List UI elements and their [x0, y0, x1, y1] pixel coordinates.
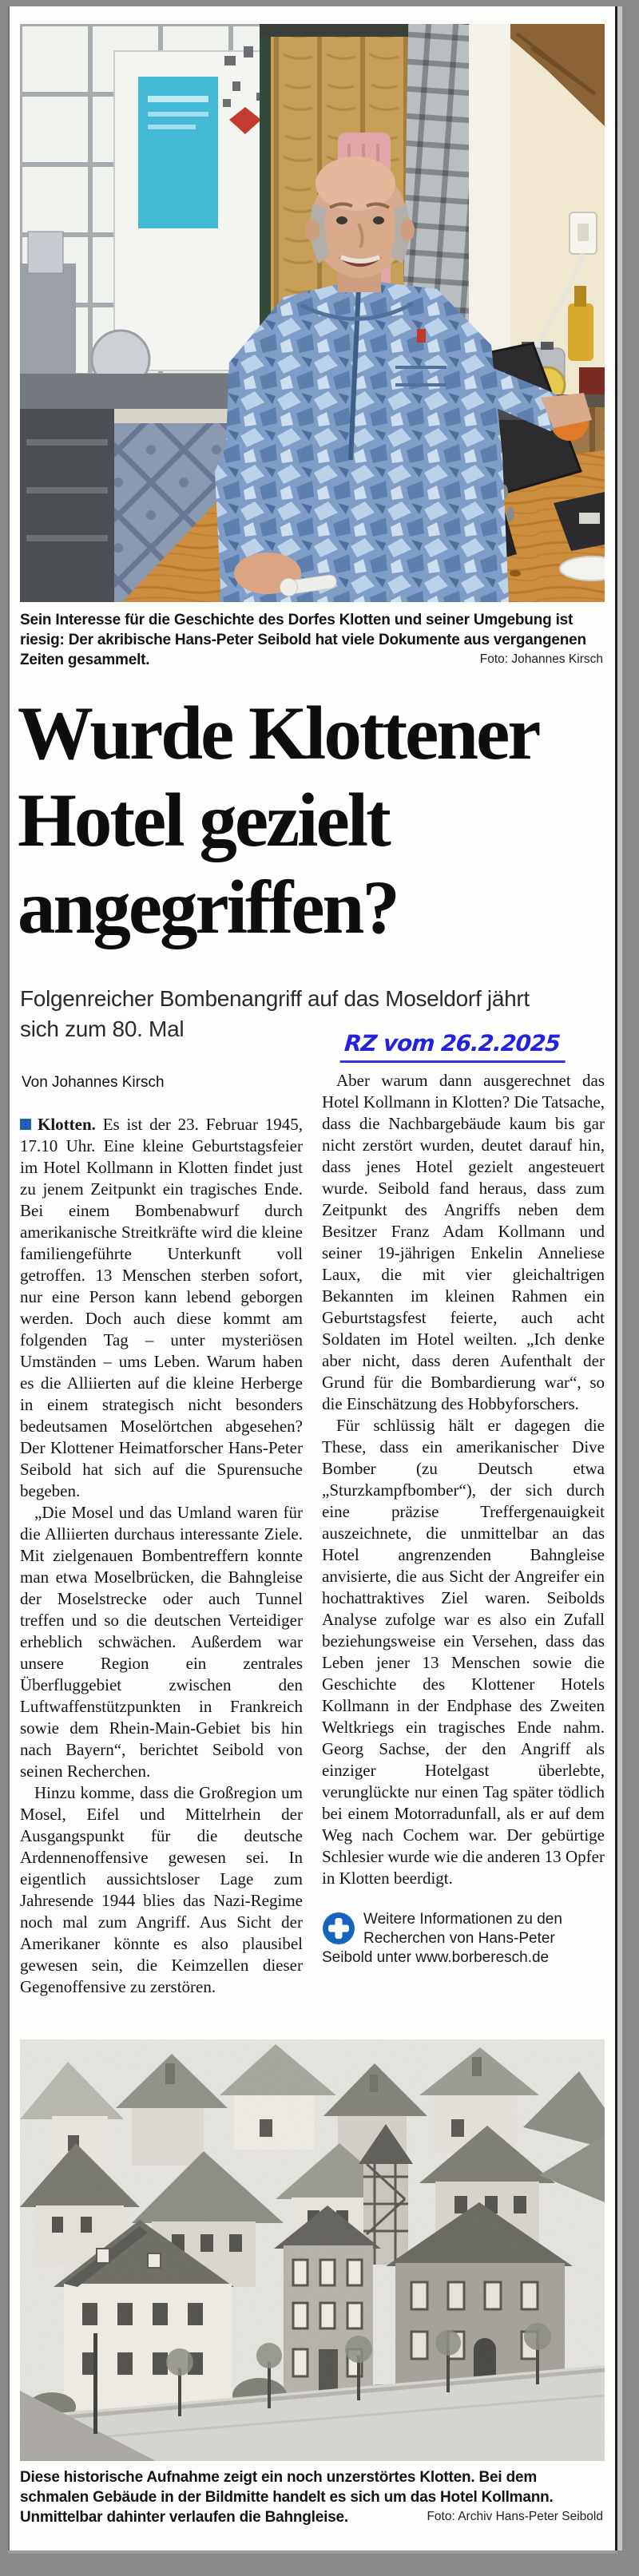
- paragraph: Aber warum dann ausgerechnet das Hotel Kollmann in Klotten? Die Tatsache, dass die Nachbargebäude kaum bis gar nicht zerstört wurden, deutet darauf hin, dass jenes Hotel gezielt angesteuert wurde. Seibold fand heraus, dass zum Zeitpunkt des Angriffs neben dem Besitzer Franz Adam Kollmann und seiner 19-jährigen Enkelin Anneliese Laux, die mit vier gleichaltrigen Bekannten im kleinen Rahmen ein Geburtstagsfest feierte, auch acht Soldaten im Hotel weilten. „Ich denke aber nicht, dass deren Aufenthalt der Grund für die Bombardierung war“, so die Einschätzung des Hobbyforschers.: [322, 1071, 605, 1413]
- bottom-photo-caption-text: Diese historische Aufnahme zeigt ein noch unzerstörtes Klotten. Bei dem schmalen Gebäude in der Bildmitte handelt es sich um das Hotel Kollmann. Unmittelbar dahinter verlaufen die Bahngleise.: [20, 2469, 554, 2526]
- bottom-photo-credit: Foto: Archiv Hans-Peter Seibold: [427, 2510, 603, 2523]
- top-photo-caption: [20, 610, 605, 670]
- headline-line-3: angegriffen?: [18, 865, 398, 949]
- kitchen-photo-illustration: [20, 24, 605, 602]
- plus-circle-icon: [322, 1912, 355, 1945]
- article-column-right: [322, 1070, 605, 1998]
- bottom-photo-caption: [20, 2467, 605, 2527]
- info-box: [322, 1910, 605, 1968]
- lead-bullet-icon: [20, 1119, 31, 1130]
- film-grain-overlay: [20, 2039, 605, 2461]
- article-headline: [18, 690, 612, 951]
- info-box-text: Weitere Informationen zu den Recherchen von Hans-Peter Seibold unter www.borberesch.de: [322, 1911, 562, 1966]
- headline-line-2: Hotel gezielt: [18, 778, 389, 862]
- lead-paragraph: [20, 1114, 303, 1502]
- historic-photo-illustration: [20, 2039, 605, 2461]
- paragraph: „Die Mosel und das Umland waren für die Alliierten durchaus interessante Ziele. Mit zielgenauen Bombentreffern konnte man etwa Moselbrücken, die Bahngleise der Moselstrecke oder auch Tunnel treffen und so die deutschen Verteidiger erheblich schwächen. Außerdem war unsere Region ein zentrales Überfluggebiet zwischen den Luftwaffenstützpunkten in Frankreich sowie dem Rhein-Main-Gebiet bis hin nach Bayern“, berichtet Seibold von seinen Recherchen.: [20, 1503, 303, 1781]
- lead-text: Es ist der 23. Februar 1945, 17.10 Uhr. Eine kleine Geburtstagsfeier im Hotel Kollmann in Klotten findet just zu jenem Zeitpunkt ein tragisches Ende. Bei einem Bombenabwurf durch amerikanische Streitkräfte wird die kleine familiengeführte Unterkunft voll getroffen. 13 Menschen sterben sofort, nur eine Person kann lebend geborgen werden. Doch auch diese kommt am folgenden Tag – unter mysteriösen Umständen – ums Leben. Warum haben es die Alliierten auf die kleine Herberge in einem strategisch nicht besonders bedeutsamen Moselörtchen abgesehen? Der Klottener Heimatforscher Hans-Peter Seibold hat sich auf die Spurensuche begeben.: [20, 1115, 304, 1500]
- article-subheadline: Folgenreicher Bombenangriff auf das Moseldorf jährt sich zum 80. Mal: [20, 986, 530, 1041]
- article-body: [20, 1070, 605, 1998]
- lead-location: Klotten.: [38, 1115, 96, 1134]
- headline-line-1: Wurde Klottener: [18, 691, 539, 775]
- handwritten-date-annotation: RZ vom 26.2.2025: [340, 1030, 568, 1063]
- article-column-left: [20, 1070, 303, 1998]
- historic-klotten-photo: [20, 2039, 605, 2461]
- byline: Von Johannes Kirsch: [22, 1074, 165, 1091]
- paragraph: Für schlüssig hält er dagegen die These, dass ein amerikanischer Dive Bomber (zu Deutsch etwa „Sturzkampfbomber“), der sich durch eine präzise Treffergenauigkeit auszeichnete, die unmittelbar an das Hotel angrenzenden Bahngleise anvisierte, die aus Sicht der Angreifer ein hochattraktives Ziel waren. Seibolds Analyse zufolge war es also ein Zufall beziehungsweise ein Versehen, dass das Leben jener 13 Menschen sowie die Geschichte des Klottener Hotels Kollmann in der Endphase des Zweiten Weltkriegs ein tragisches Ende nahm. Georg Sachse, der den Angriff als einziger Hotelgast überlebte, verunglückte nur einen Tag später tödlich bei einem Motorradunfall, als er auf dem Weg nach Cochem war. Der gebürtige Schlesier wurde wie die anderen 13 Opfer in Klotten beerdigt.: [322, 1416, 605, 1888]
- paragraph: Hinzu komme, dass die Großregion um Mosel, Eifel und Mittelrhein der Ausgangspunkt für die deutsche Ardennenoffensive gewesen sei. In eigentlich aussichtsloser Lage zum Jahresende 1944 blies das Nazi-Regime noch mal zum Angriff. Aus Sicht der Amerikaner könnte es also plausibel gewesen sein, die Keimzellen dieser Gegenoffensive zu zerstören.: [20, 1783, 303, 1996]
- newspaper-page: [8, 6, 617, 2550]
- top-photo-caption-text: Sein Interesse für die Geschichte des Dorfes Klotten und seiner Umgebung ist riesig: Der akribische Hans-Peter Seibold hat viele Dokumente aus vergangenen Zeiten gesammelt.: [20, 612, 586, 668]
- seibold-kitchen-photo: [20, 24, 605, 602]
- top-photo-credit: Foto: Johannes Kirsch: [479, 652, 603, 666]
